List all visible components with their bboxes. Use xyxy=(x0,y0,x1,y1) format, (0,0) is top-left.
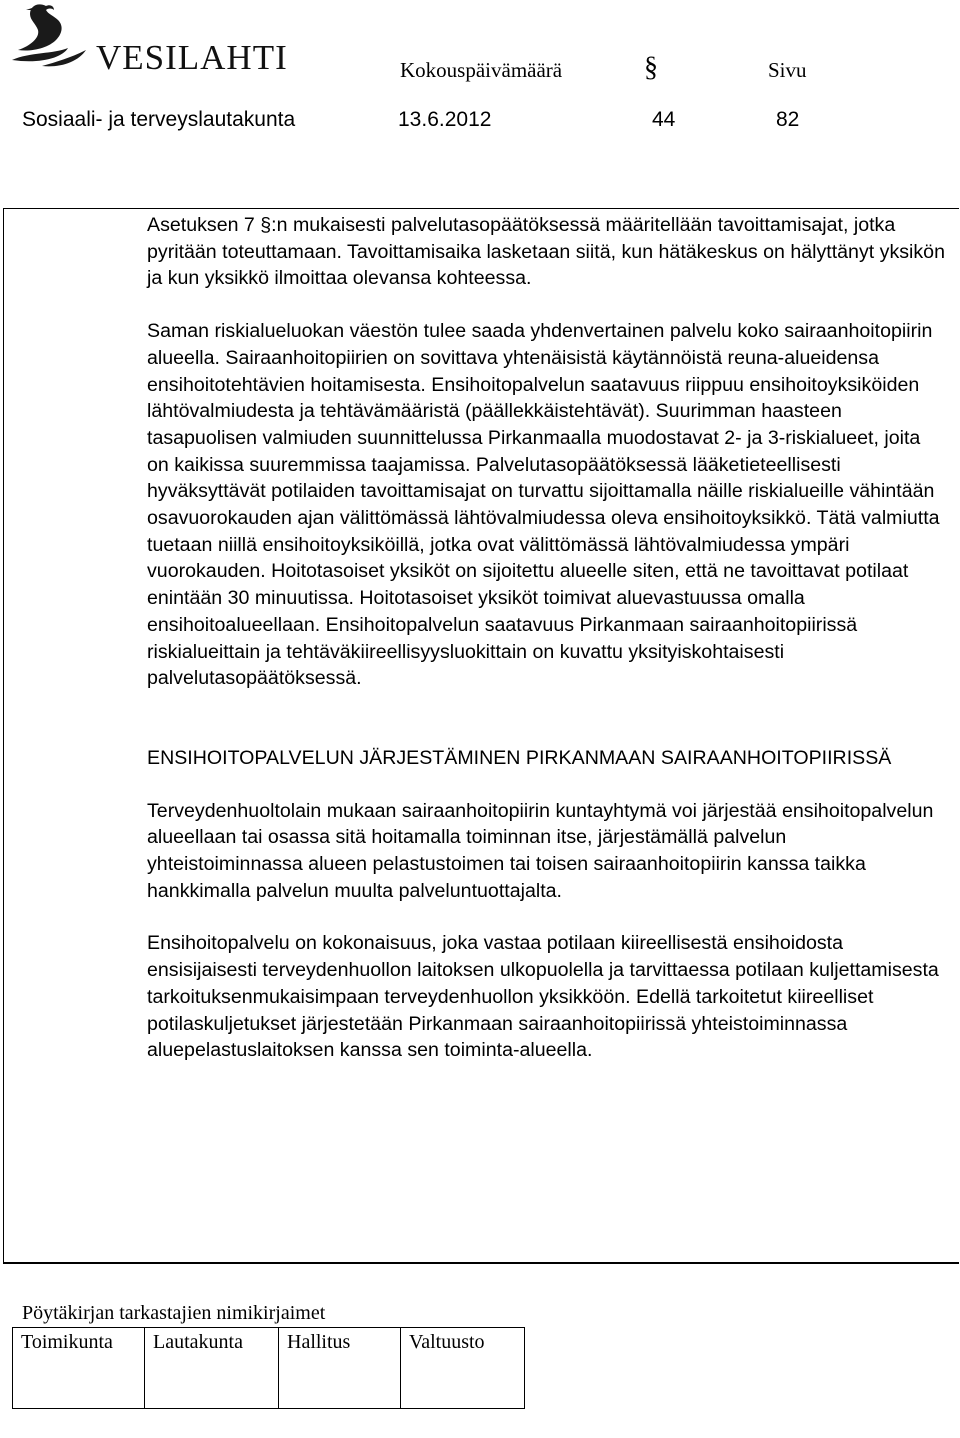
signature-cell: Valtuusto xyxy=(401,1328,525,1409)
section-heading: ENSIHOITOPALVELUN JÄRJESTÄMINEN PIRKANMAAN SAIRAANHOITOPIIRISSÄ xyxy=(147,746,892,769)
date-label: Kokouspäivämäärä xyxy=(400,58,563,82)
section-number: 44 xyxy=(652,108,676,131)
page-label: Sivu xyxy=(768,58,807,82)
paragraph: Asetuksen 7 §:n mukaisesti palvelutasopäätöksessä määritellään tavoittamisajat, jotka pyritään toteuttamaan. Tavoittamisaika lasketaan siitä, kun hätäkeskus on hälyttänyt yksikön ja kun yksikkö ilmoittaa olevansa kohteessa. xyxy=(147,214,945,290)
paragraph: Saman riskialueluokan väestön tulee saada yhdenvertainen palvelu koko sairaanhoitopiirin alueella. Sairaanhoitopiirien on sovittava yhtenäisistä käytännöistä reuna-alueidensa ensihoitotehtävien hoitamisesta. Ensihoitopalvelun saatavuus riippuu ensihoitoyksiköiden lähtövalmiudesta ja tehtävämääristä (päällekkäistehtävät). Suurimman haasteen tasapuolisen valmiuden suunnittelussa Pirkanmaalla muodostavat 2- ja 3-riskialueet, joita on kaikissa suuremmissa taajamissa. Palvelutasopäätöksessä lääketieteellisesti hyväksyttävät potilaiden tavoittamisajat on turvattu sijoittamalla näille riskialueille vähintään osavuorokauden ajan välittömässä lähtövalmiudessa oleva ensihoitoyksikkö. Tätä valmiutta tuetaan niillä ensihoitoyksiköillä, jotka ovat välittömässä lähtövalmiudessa ympäri vuorokauden. Hoitotasoiset yksiköt on sijoitettu alueelle siten, että ne tavoittavat potilaat enintään 30 minuutissa. Hoitotasoiset yksiköt toimivat aluevastuussa omalla ensihoitoalueellaan. Ensihoitopalvelun saatavuus Pirkanmaan sairaanhoitopiirissä riskialueittain ja tehtäväkiireellisyysluokittain on kuvattu yksityiskohtaisesti palvelutasopäätöksessä. xyxy=(147,320,940,690)
signature-cell: Hallitus xyxy=(279,1328,401,1409)
committee-name: Sosiaali- ja terveyslautakunta xyxy=(22,108,296,131)
vesilahti-logo xyxy=(8,0,288,78)
section-mark-label: § xyxy=(644,52,658,83)
page-number: 82 xyxy=(776,108,800,131)
signature-table-title: Pöytäkirjan tarkastajien nimikirjaimet xyxy=(22,1302,326,1324)
paragraph: Ensihoitopalvelu on kokonaisuus, joka vastaa potilaan kiireellisestä ensihoidosta ensisijaisesti terveydenhuollon laitoksen ulkopuolella ja tarvittaessa potilaan kuljettamisesta tarkoituksenmukaisimpaan terveydenhuollon yksikköön. Edellä tarkoitetut kiireelliset potilaskuljetukset järjestetään Pirkanmaan sairaanhoitopiirissä yhteistoiminnassa aluepelastuslaitoksen kanssa sen toiminta-alueella. xyxy=(147,932,939,1062)
signature-cell: Lautakunta xyxy=(145,1328,279,1409)
document-body xyxy=(147,212,947,1064)
meeting-date: 13.6.2012 xyxy=(398,108,492,131)
signature-table xyxy=(12,1327,525,1409)
signature-cell: Toimikunta xyxy=(13,1328,145,1409)
logo-text: VESILAHTI xyxy=(96,38,288,77)
paragraph: Terveydenhuoltolain mukaan sairaanhoitopiirin kuntayhtymä voi järjestää ensihoitopalvelun alueellaan tai osassa sitä hoitamalla toiminnan itse, järjestämällä palvelun yhteistoiminnassa alueen pelastustoimen tai toisen sairaanhoitopiirin kanssa taikka hankkimalla palvelun muulta palveluntuottajalta. xyxy=(147,799,934,902)
swan-icon xyxy=(8,0,98,78)
